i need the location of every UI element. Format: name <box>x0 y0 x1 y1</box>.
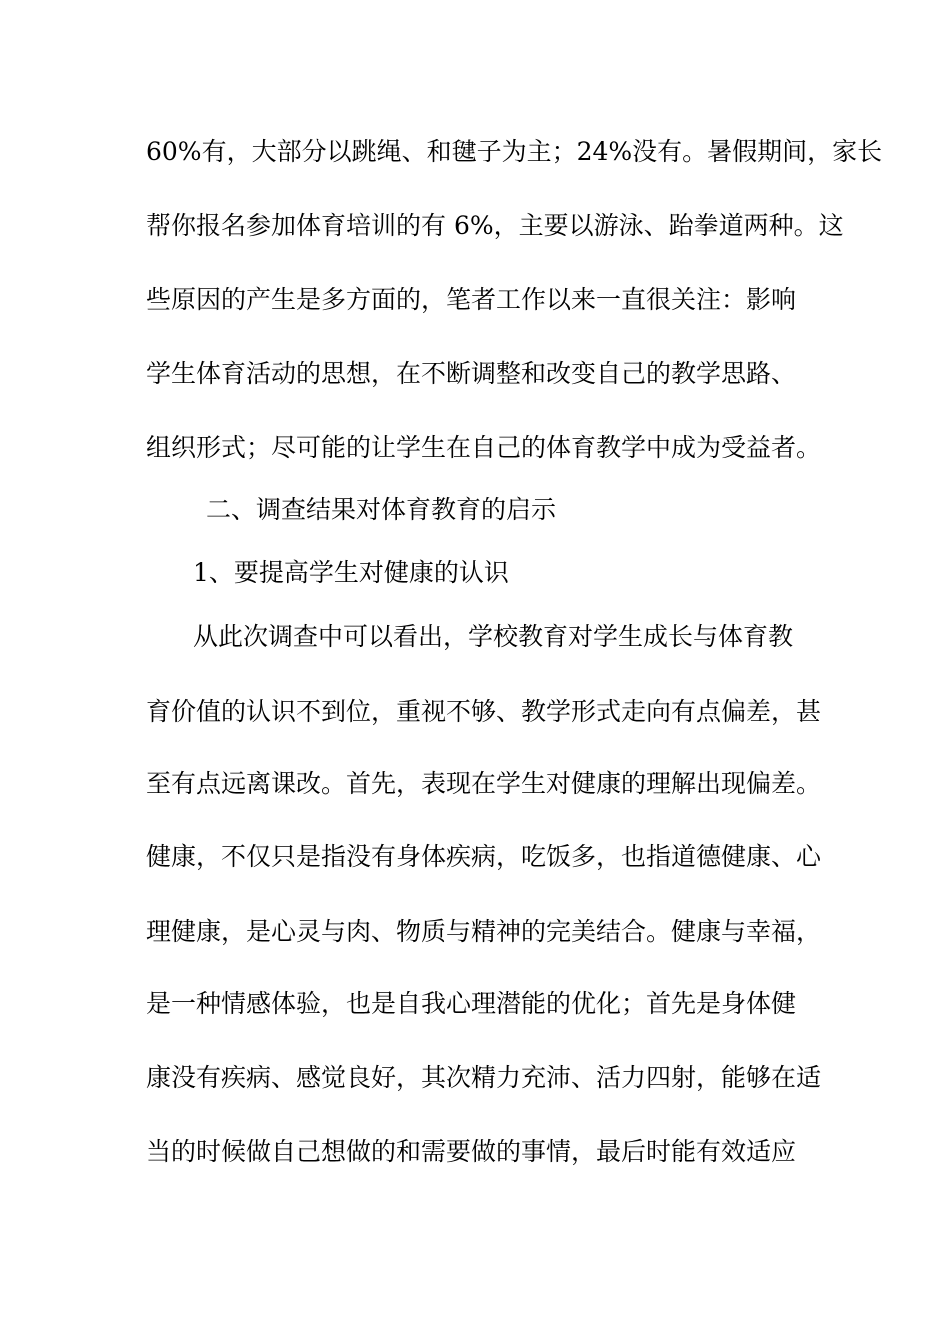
paragraph-line-8: 至有点远离课改。首先，表现在学生对健康的理解出现偏差。 <box>146 769 822 798</box>
paragraph-line-13: 当的时候做自己想做的和需要做的事情，最后时能有效适应 <box>146 1137 797 1166</box>
paragraph-line-5: 组织形式；尽可能的让学生在自己的体育教学中成为受益者。 <box>146 433 822 462</box>
paragraph-line-7: 育价值的认识不到位，重视不够、教学形式走向有点偏差，甚 <box>146 697 822 726</box>
paragraph-line-1: 60%有，大部分以跳绳、和毽子为主；24%没有。暑假期间，家长 <box>146 137 883 166</box>
paragraph-line-11: 是一种情感体验，也是自我心理潜能的优化；首先是身体健 <box>146 989 797 1018</box>
paragraph-line-2: 帮你报名参加体育培训的有 6%，主要以游泳、跆拳道两种。这 <box>146 211 844 240</box>
paragraph-line-10: 理健康，是心灵与肉、物质与精神的完美结合。健康与幸福， <box>146 917 822 946</box>
paragraph-line-4: 学生体育活动的思想，在不断调整和改变自己的教学思路、 <box>146 359 797 388</box>
paragraph-line-3: 些原因的产生是多方面的，笔者工作以来一直很关注：影响 <box>146 285 797 314</box>
section-heading: 二、调查结果对体育教育的启示 <box>206 495 557 524</box>
subsection-heading: 1、要提高学生对健康的认识 <box>193 558 509 587</box>
paragraph-line-6: 从此次调查中可以看出，学校教育对学生成长与体育教 <box>193 622 794 651</box>
paragraph-line-12: 康没有疾病、感觉良好，其次精力充沛、活力四射，能够在适 <box>146 1063 822 1092</box>
paragraph-line-9: 健康，不仅只是指没有身体疾病，吃饭多，也指道德健康、心 <box>146 842 822 871</box>
